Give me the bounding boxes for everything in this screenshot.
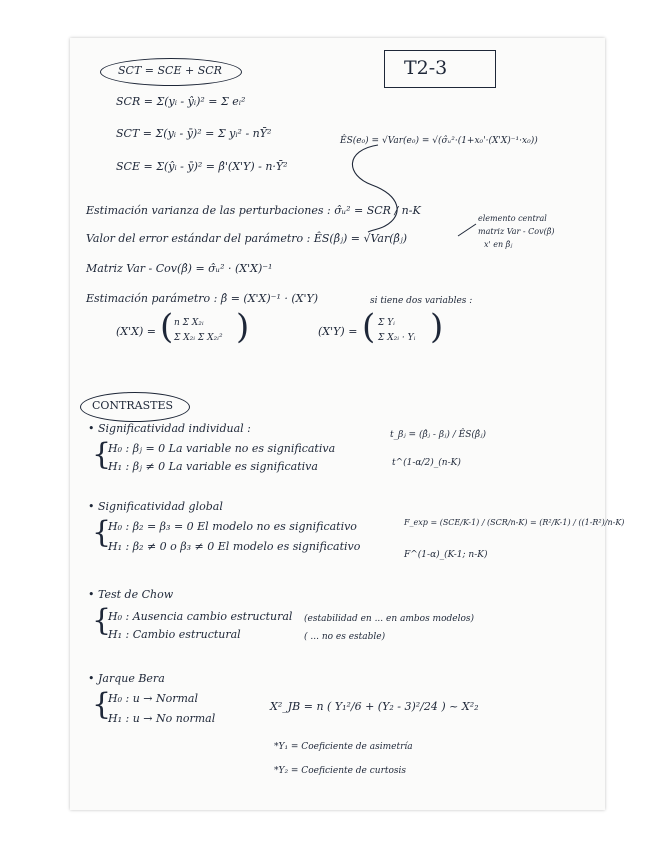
formula-scr: SCR = Σ(yᵢ - ŷᵢ)² = Σ eᵢ² [116,95,246,108]
jarque-brace: { [92,687,112,722]
formula-matriz: Matriz Var - Cov(β̂) = σ̂ᵤ² · (X'X)⁻¹ [86,262,273,275]
matrix-xy-label: (X'Y) = [318,325,358,338]
jarque-note-1: *Y₁ = Coeficiente de asimetría [274,742,413,752]
global-dist: F^(1-α)_(K-1; n-K) [404,550,488,560]
note-elemento-3: x' en β̂ⱼ [484,240,513,249]
individual-dist: t^(1-α/2)_(n-K) [392,458,461,468]
formula-sce: SCE = Σ(ŷᵢ - ȳ)² = β̂'(X'Y) - n·Ȳ² [116,160,288,173]
matrix-xx-row2: Σ X₂ᵢ Σ X₂ᵢ² [174,333,223,343]
chow-h1: H₁ : Cambio estructural [108,628,241,641]
individual-stat: t_βⱼ = (β̂ⱼ - βⱼ) / ÊS(β̂ⱼ) [390,430,486,440]
matrix-xy-open: ( [362,307,376,347]
matrix-xx-open: ( [160,307,174,347]
jarque-h0: H₀ : u → Normal [108,692,199,705]
title-label: T2-3 [404,57,448,79]
chow-h1-note: ( ... no es estable) [304,632,386,642]
chow-h0: H₀ : Ausencia cambio estructural [108,610,293,623]
note-dos-variables: si tiene dos variables : [370,296,473,306]
matrix-xy-row2: Σ X₂ᵢ · Yᵢ [378,333,416,343]
jarque-note-2: *Y₂ = Coeficiente de curtosis [274,766,407,776]
formula-sct: SCT = SCE + SCR [118,64,222,77]
formula-es-e0: ÊS(e₀) = √Var(e₀) = √(σ̂ᵤ²·(1+x₀'·(X'X)⁻¹·x₀)) [340,136,538,146]
note-elemento-2: matriz Var - Cov(β̂) [478,227,555,236]
matrix-xx-close: ) [236,307,250,347]
global-brace: { [92,515,112,550]
individual-h1: H₁ : βⱼ ≠ 0 La variable es significativa [108,460,318,473]
formula-error-estandar: Valor del error estándar del parámetro : ÊS(β̂ⱼ) = √Var(β̂ⱼ) [86,232,408,245]
global-h1: H₁ : β₂ ≠ 0 o β₃ ≠ 0 El modelo es significativo [108,540,361,553]
formula-sct2: SCT = Σ(yᵢ - ȳ)² = Σ yᵢ² - nȲ² [116,127,272,140]
chow-brace: { [92,603,112,638]
individual-h0: H₀ : βⱼ = 0 La variable no es significativa [108,442,336,455]
jarque-stat: X²_JB = n ( Y₁²/6 + (Y₂ - 3)²/24 ) ~ X²₂ [270,700,479,713]
matrix-xx-label: (X'X) = [116,325,156,338]
chow-title: • Test de Chow [88,588,174,601]
jarque-h1: H₁ : u → No normal [108,712,216,725]
note-elemento-1: elemento central [478,214,547,223]
chow-h0-note: (estabilidad en ... en ambos modelos) [304,614,475,624]
global-h0: H₀ : β₂ = β₃ = 0 El modelo no es significativo [108,520,357,533]
matrix-xy-row1: Σ Yᵢ [378,318,395,328]
individual-title: • Significatividad individual : [88,422,251,435]
individual-brace: { [92,437,112,472]
matrix-xy-close: ) [430,307,444,347]
matrix-xx-row1: n Σ X₂ᵢ [174,318,204,328]
global-stat: F_exp = (SCE/K-1) / (SCR/n-K) = (R²/K-1) / ((1-R²)/n-K) [404,518,625,527]
global-title: • Significatividad global [88,500,223,513]
formula-varianza: Estimación varianza de las perturbaciones : σ̂ᵤ² = SCR / n-K [86,204,421,217]
contrastes-heading: CONTRASTES [92,399,174,412]
jarque-title: • Jarque Bera [88,672,165,685]
formula-estimacion: Estimación parámetro : β̂ = (X'X)⁻¹ · (X'Y) [86,292,319,305]
